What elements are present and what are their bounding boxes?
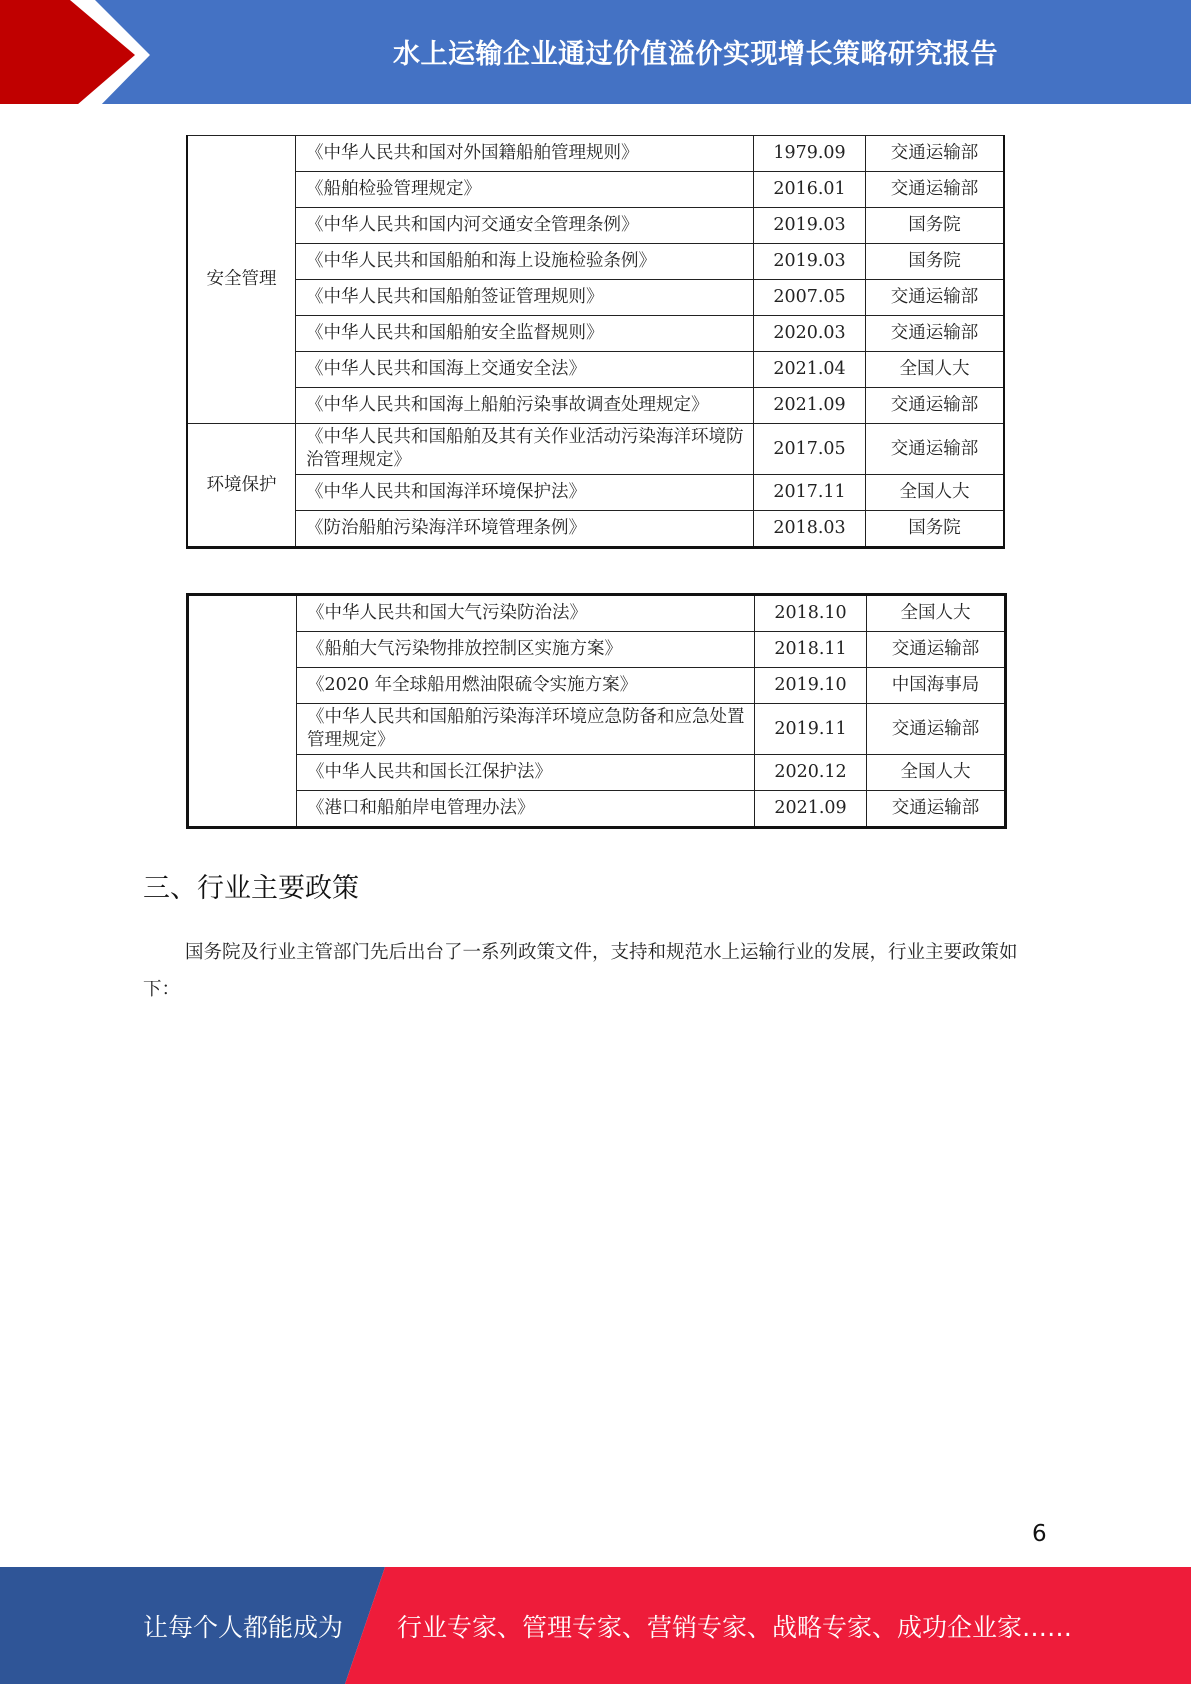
table-row (188, 791, 1006, 828)
regulations-table-2 (186, 593, 1007, 829)
regulation-department: 交通运输部 (866, 388, 1005, 424)
table-row (187, 280, 1004, 316)
section-paragraph: 国务院及行业主管部门先后出台了一系列政策文件，支持和规范水上运输行业的发展，行业主要政策如下： (143, 942, 1018, 1000)
regulation-department: 国务院 (866, 244, 1005, 280)
regulation-department: 全国人大 (866, 475, 1005, 511)
regulation-date: 2017.05 (754, 424, 866, 475)
regulation-name: 《中华人民共和国大气污染防治法》 (297, 595, 755, 632)
regulation-name: 《船舶大气污染物排放控制区实施方案》 (297, 632, 755, 668)
regulation-date: 2018.10 (755, 595, 867, 632)
regulation-department: 交通运输部 (866, 172, 1005, 208)
footer-slogan-right: 行业专家、管理专家、营销专家、战略专家、成功企业家…… (397, 1612, 1073, 1642)
regulation-name: 《2020 年全球船用燃油限硫令实施方案》 (297, 668, 755, 704)
table-row (188, 632, 1006, 668)
category-cell: 环境保护 (187, 424, 296, 548)
regulation-name: 《中华人民共和国船舶污染海洋环境应急防备和应急处置管理规定》 (297, 704, 755, 755)
table-row (188, 755, 1006, 791)
regulation-name: 《港口和船舶岸电管理办法》 (297, 791, 755, 828)
regulation-date: 2019.03 (754, 208, 866, 244)
regulation-department: 交通运输部 (867, 791, 1006, 828)
regulation-department: 国务院 (866, 511, 1005, 548)
table-row (187, 388, 1004, 424)
regulation-name: 《中华人民共和国船舶安全监督规则》 (296, 316, 754, 352)
page-footer (0, 1567, 1191, 1684)
regulation-name: 《中华人民共和国海上船舶污染事故调查处理规定》 (296, 388, 754, 424)
page-number: 6 (1032, 1521, 1047, 1547)
regulation-date: 2021.09 (754, 388, 866, 424)
regulation-date: 2016.01 (754, 172, 866, 208)
regulation-date: 2021.09 (755, 791, 867, 828)
regulation-name: 《中华人民共和国船舶签证管理规则》 (296, 280, 754, 316)
regulation-date: 2017.11 (754, 475, 866, 511)
table-row (187, 316, 1004, 352)
regulation-date: 2020.03 (754, 316, 866, 352)
regulation-date: 2018.03 (754, 511, 866, 548)
regulation-date: 2019.10 (755, 668, 867, 704)
regulation-name: 《防治船舶污染海洋环境管理条例》 (296, 511, 754, 548)
regulation-department: 全国人大 (866, 352, 1005, 388)
regulation-department: 中国海事局 (867, 668, 1006, 704)
section-title: 三、行业主要政策 (143, 873, 359, 904)
table-row (188, 668, 1006, 704)
regulation-date: 2020.12 (755, 755, 867, 791)
regulation-department: 全国人大 (867, 595, 1006, 632)
category-cell: 安全管理 (187, 136, 296, 424)
regulation-name: 《中华人民共和国船舶及其有关作业活动污染海洋环境防治管理规定》 (296, 424, 754, 475)
table-row (187, 475, 1004, 511)
regulation-department: 交通运输部 (867, 704, 1006, 755)
regulation-date: 2019.11 (755, 704, 867, 755)
regulation-name: 《中华人民共和国海洋环境保护法》 (296, 475, 754, 511)
regulation-department: 交通运输部 (866, 280, 1005, 316)
regulation-name: 《中华人民共和国海上交通安全法》 (296, 352, 754, 388)
footer-slogan-left: 让每个人都能成为 (143, 1612, 344, 1642)
regulation-department: 交通运输部 (866, 316, 1005, 352)
regulation-department: 交通运输部 (867, 632, 1006, 668)
table-row (188, 704, 1006, 755)
regulation-date: 2021.04 (754, 352, 866, 388)
regulation-name: 《中华人民共和国对外国籍船舶管理规则》 (296, 136, 754, 172)
table-row (187, 424, 1004, 475)
table-row (187, 511, 1004, 548)
regulation-department: 交通运输部 (866, 424, 1005, 475)
regulation-date: 1979.09 (754, 136, 866, 172)
regulation-date: 2018.11 (755, 632, 867, 668)
regulation-date: 2019.03 (754, 244, 866, 280)
regulation-department: 全国人大 (867, 755, 1006, 791)
regulations-table-1 (186, 135, 1005, 549)
table-row (187, 208, 1004, 244)
regulation-name: 《中华人民共和国船舶和海上设施检验条例》 (296, 244, 754, 280)
regulation-name: 《中华人民共和国长江保护法》 (297, 755, 755, 791)
regulation-date: 2007.05 (754, 280, 866, 316)
table-row (188, 595, 1006, 632)
regulation-department: 交通运输部 (866, 136, 1005, 172)
report-title: 水上运输企业通过价值溢价实现增长策略研究报告 (393, 38, 998, 70)
page-header (0, 0, 1191, 111)
regulation-name: 《中华人民共和国内河交通安全管理条例》 (296, 208, 754, 244)
table-row (187, 136, 1004, 172)
category-cell (188, 595, 297, 828)
regulation-name: 《船舶检验管理规定》 (296, 172, 754, 208)
table-row (187, 352, 1004, 388)
table-row (187, 244, 1004, 280)
table-row (187, 172, 1004, 208)
regulation-department: 国务院 (866, 208, 1005, 244)
